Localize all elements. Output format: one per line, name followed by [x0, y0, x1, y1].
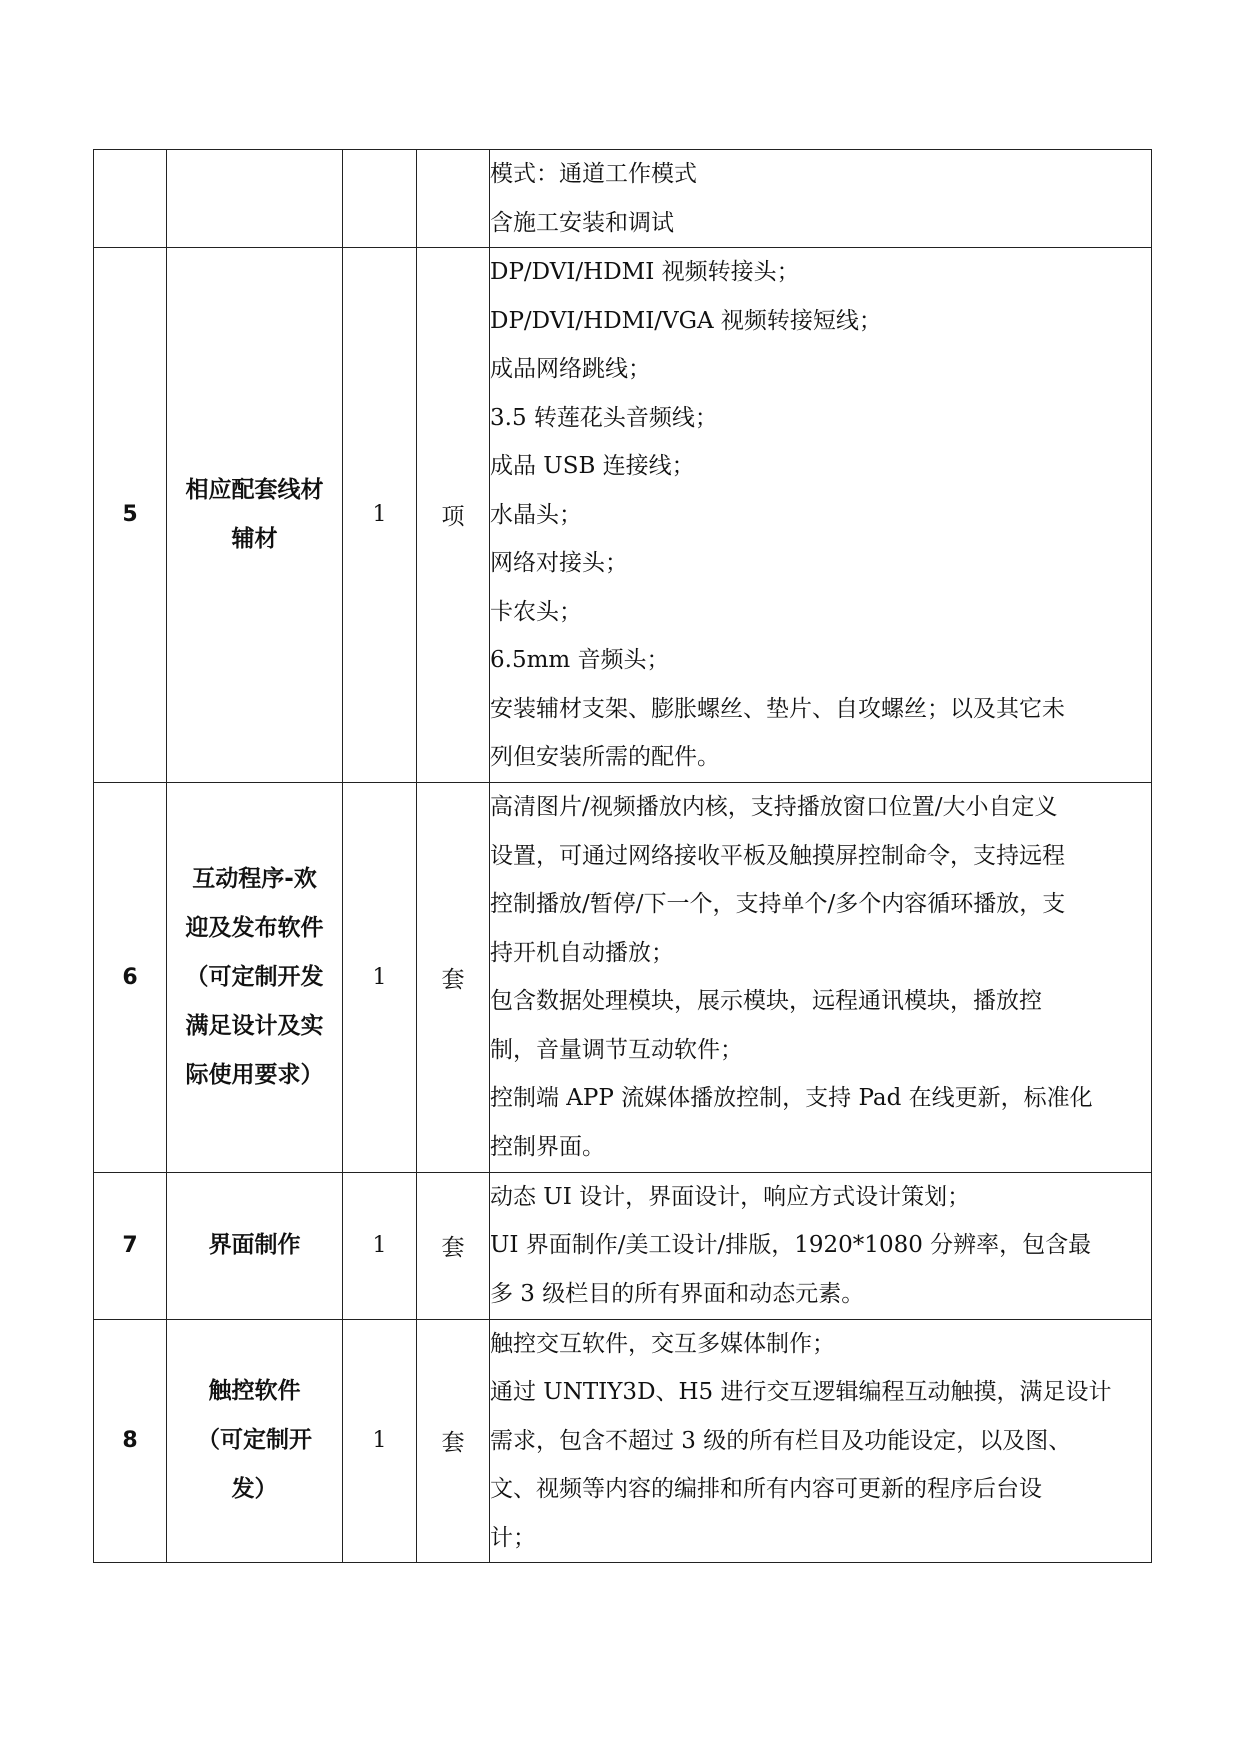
description-line: 高清图片/视频播放内核，支持播放窗口位置/大小自定义	[490, 794, 1058, 820]
item-unit: 项	[417, 248, 490, 783]
table-row	[94, 1172, 1152, 1319]
item-name-line: 触控软件	[208, 1378, 301, 1405]
description-line: DP/DVI/HDMI 视频转接头；	[490, 259, 800, 285]
item-name	[167, 150, 343, 248]
item-quantity	[343, 150, 417, 248]
item-name-line: 满足设计及实	[185, 1012, 324, 1039]
item-number: 5	[94, 248, 167, 783]
description-line: 3.5 转莲花头音频线；	[490, 404, 718, 431]
spec-table	[93, 149, 1152, 1563]
description-line: 成品网络跳线；	[490, 356, 651, 382]
item-description	[490, 1172, 1152, 1319]
item-quantity: 1	[343, 782, 417, 1172]
description-line: UI 界面制作/美工设计/排版，1920*1080 分辨率，包含最	[490, 1232, 1092, 1259]
table-row	[94, 150, 1152, 248]
description-line: 通过 UNTIY3D、H5 进行交互逻辑编程互动触摸，满足设计	[490, 1379, 1112, 1405]
table-row	[94, 782, 1152, 1172]
description-line: 成品 USB 连接线；	[490, 453, 695, 479]
item-unit: 套	[417, 1172, 490, 1319]
description-line: 控制播放/暂停/下一个，支持单个/多个内容循环播放，支	[490, 891, 1066, 917]
item-quantity: 1	[343, 1319, 417, 1563]
item-quantity: 1	[343, 248, 417, 783]
item-name-line: 辅材	[231, 525, 278, 552]
item-description	[490, 248, 1152, 783]
item-name-line: 际使用要求）	[185, 1061, 324, 1088]
item-name-line: （可定制开发	[185, 963, 324, 990]
description-line: 多 3 级栏目的所有界面和动态元素。	[490, 1280, 865, 1307]
description-line: 含施工安装和调试	[490, 209, 674, 236]
description-line: 设置，可通过网络接收平板及触摸屏控制命令，支持远程	[490, 842, 1065, 869]
item-name	[167, 1172, 343, 1319]
item-number: 7	[94, 1172, 167, 1319]
item-quantity: 1	[343, 1172, 417, 1319]
item-description	[490, 1319, 1152, 1563]
description-line: 持开机自动播放；	[490, 939, 674, 966]
description-line: 包含数据处理模块，展示模块，远程通讯模块，播放控	[490, 988, 1042, 1014]
description-line: 控制端 APP 流媒体播放控制，支持 Pad 在线更新，标准化	[490, 1085, 1093, 1111]
description-line: 6.5mm 音频头；	[490, 647, 670, 673]
item-name-line: （可定制开	[197, 1427, 312, 1454]
description-line: 触控交互软件，交互多媒体制作；	[490, 1330, 835, 1357]
item-description	[490, 150, 1152, 248]
description-line: 制，音量调节互动软件；	[490, 1036, 743, 1063]
description-line: 网络对接头；	[490, 550, 628, 576]
item-number	[94, 150, 167, 248]
item-name	[167, 782, 343, 1172]
item-description	[490, 782, 1152, 1172]
description-line: 动态 UI 设计，界面设计，响应方式设计策划；	[490, 1183, 971, 1210]
description-line: 计；	[490, 1524, 536, 1551]
item-name-line: 迎及发布软件	[185, 914, 324, 941]
description-line: 控制界面。	[490, 1133, 605, 1160]
description-line: 列但安装所需的配件。	[490, 744, 720, 770]
item-unit: 套	[417, 1319, 490, 1563]
item-name-line: 相应配套线材	[185, 476, 324, 503]
item-number: 6	[94, 782, 167, 1172]
description-line: 文、视频等内容的编排和所有内容可更新的程序后台设	[490, 1476, 1042, 1502]
item-name	[167, 248, 343, 783]
item-unit	[417, 150, 490, 248]
description-line: 需求，包含不超过 3 级的所有栏目及功能设定，以及图、	[490, 1427, 1072, 1454]
description-line: 模式：通道工作模式	[490, 161, 697, 187]
description-line: DP/DVI/HDMI/VGA 视频转接短线；	[490, 307, 882, 334]
item-name-line: 互动程序-欢	[192, 865, 317, 892]
table-row	[94, 1319, 1152, 1563]
item-unit: 套	[417, 782, 490, 1172]
item-number: 8	[94, 1319, 167, 1563]
description-line: 水晶头；	[490, 501, 582, 528]
description-line: 安装辅材支架、膨胀螺丝、垫片、自攻螺丝；以及其它未	[490, 695, 1065, 722]
item-name-line: 发）	[231, 1476, 278, 1503]
item-name-line: 界面制作	[208, 1232, 301, 1258]
description-line: 卡农头；	[490, 598, 582, 625]
item-name	[167, 1319, 343, 1563]
table-row	[94, 248, 1152, 783]
